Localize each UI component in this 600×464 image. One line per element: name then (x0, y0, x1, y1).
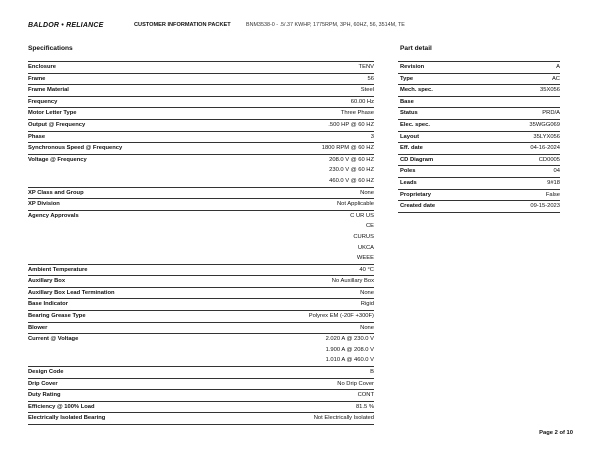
spec-label: Frame (28, 73, 232, 85)
page-header (28, 19, 588, 31)
spec-value: No Auxillary Box (232, 276, 374, 288)
spec-row (28, 253, 374, 264)
spec-label (28, 355, 232, 366)
spec-value: CURUS (353, 233, 374, 240)
spec-row (28, 367, 374, 379)
spec-row (28, 165, 374, 176)
part-row (398, 62, 560, 74)
part-label: Created date (398, 201, 487, 213)
part-row (398, 143, 560, 155)
spec-label (28, 253, 232, 264)
part-row (398, 96, 560, 108)
part-value (487, 96, 560, 108)
part-detail-title: Part detail (400, 45, 432, 52)
spec-label: XP Class and Group (28, 187, 232, 199)
spec-value: .500 HP @ 60 HZ (232, 119, 374, 131)
spec-value: 81.5 % (232, 401, 374, 413)
spec-value: Not Applicable (232, 199, 374, 211)
spec-row (28, 322, 374, 334)
spec-label: Output @ Frequency (28, 119, 232, 131)
spec-value: Steel (232, 85, 374, 97)
spec-row (28, 264, 374, 276)
spec-value: 460.0 V @ 60 HZ (329, 177, 374, 184)
spec-row (28, 73, 374, 85)
spec-row (28, 401, 374, 413)
specifications-title: Specifications (28, 45, 73, 52)
spec-value: 208.0 V @ 60 HZ (232, 154, 374, 165)
spec-label: Synchronous Speed @ Frequency (28, 143, 232, 155)
spec-row (28, 287, 374, 299)
part-label: Base (398, 96, 487, 108)
part-label: Eff. date (398, 143, 487, 155)
spec-value: TENV (232, 62, 374, 74)
spec-value: 60.00 Hz (232, 96, 374, 108)
spec-label: Motor Letter Type (28, 108, 232, 120)
spec-value: 1.900 A @ 208.0 V (325, 346, 374, 353)
spec-label (28, 165, 232, 176)
part-row (398, 177, 560, 189)
spec-row (28, 199, 374, 211)
spec-label: Drip Cover (28, 378, 232, 390)
spec-row (28, 355, 374, 366)
spec-row (28, 85, 374, 97)
part-value: PRD/A (487, 108, 560, 120)
spec-value: None (232, 287, 374, 299)
brand-logo: BALDOR • RELIANCE (28, 21, 104, 29)
spec-row (28, 311, 374, 323)
spec-value: No Drip Cover (232, 378, 374, 390)
part-value: 04-16-2024 (487, 143, 560, 155)
part-label: Layout (398, 131, 487, 143)
spec-row (28, 413, 374, 425)
spec-row (28, 221, 374, 232)
part-row (398, 166, 560, 178)
spec-label: Frame Material (28, 85, 232, 97)
part-value: 9#18 (487, 177, 560, 189)
part-label: Leads (398, 177, 487, 189)
part-row (398, 154, 560, 166)
spec-value: Three Phase (232, 108, 374, 120)
spec-label (28, 221, 232, 232)
spec-value: UKCA (357, 244, 374, 251)
part-value: 35WGG069 (487, 119, 560, 131)
spec-value: Not Electrically Isolated (232, 413, 374, 425)
spec-row (28, 176, 374, 187)
spec-label (28, 345, 232, 356)
part-value: 35X056 (487, 85, 560, 97)
part-label: Elec. spec. (398, 119, 487, 131)
spec-row (28, 210, 374, 221)
part-value: CD0005 (487, 154, 560, 166)
spec-label (28, 176, 232, 187)
part-label: Mech. spec. (398, 85, 487, 97)
spec-label (28, 232, 232, 243)
part-label: Proprietary (398, 189, 487, 201)
part-row (398, 131, 560, 143)
spec-value: 1800 RPM @ 60 HZ (232, 143, 374, 155)
part-row (398, 119, 560, 131)
part-label: Status (398, 108, 487, 120)
spec-label: Duty Rating (28, 390, 232, 402)
spec-label: Voltage @ Frequency (28, 154, 232, 165)
spec-value: 56 (232, 73, 374, 85)
part-label: Revision (398, 62, 487, 74)
part-label: Type (398, 73, 487, 85)
spec-row (28, 119, 374, 131)
product-description: BNM3538-0 - .5/.37 KWHP, 1775RPM, 3PH, 60HZ, 56, 3514M, TE (246, 22, 405, 28)
spec-row (28, 243, 374, 254)
spec-row (28, 143, 374, 155)
spec-value: B (232, 367, 374, 379)
part-detail-table (398, 61, 560, 213)
part-value: 35LYX056 (487, 131, 560, 143)
part-row (398, 85, 560, 97)
spec-row (28, 378, 374, 390)
part-value: 09-15-2023 (487, 201, 560, 213)
spec-value: CE (365, 223, 374, 230)
spec-row (28, 334, 374, 345)
spec-row (28, 232, 374, 243)
part-value: AC (487, 73, 560, 85)
spec-row (28, 96, 374, 108)
spec-row (28, 62, 374, 74)
spec-label: Base Indicator (28, 299, 232, 311)
spec-row (28, 187, 374, 199)
spec-label: Ambient Temperature (28, 264, 232, 276)
part-value: A (487, 62, 560, 74)
spec-row (28, 154, 374, 165)
spec-label: XP Division (28, 199, 232, 211)
spec-row (28, 131, 374, 143)
spec-label: Design Code (28, 367, 232, 379)
spec-label: Phase (28, 131, 232, 143)
spec-label: Auxillary Box (28, 276, 232, 288)
spec-value: 3 (232, 131, 374, 143)
spec-value: 40 °C (232, 264, 374, 276)
document-title: CUSTOMER INFORMATION PACKET (134, 22, 231, 28)
spec-row (28, 276, 374, 288)
part-row (398, 108, 560, 120)
spec-row (28, 299, 374, 311)
spec-value: 230.0 V @ 60 HZ (329, 167, 374, 174)
spec-label: Agency Approvals (28, 210, 232, 221)
spec-value: C UR US (232, 210, 374, 221)
spec-label (28, 243, 232, 254)
spec-value: CONT (232, 390, 374, 402)
part-row (398, 189, 560, 201)
spec-value: 1.010 A @ 460.0 V (325, 357, 374, 364)
spec-value: Rigid (232, 299, 374, 311)
spec-label: Current @ Voltage (28, 334, 232, 345)
spec-value: WEEE (356, 255, 374, 262)
spec-label: Electrically Isolated Bearing (28, 413, 232, 425)
spec-row (28, 390, 374, 402)
page-number: Page 2 of 10 (539, 430, 573, 436)
spec-row (28, 345, 374, 356)
spec-label: Efficiency @ 100% Load (28, 401, 232, 413)
part-value: False (487, 189, 560, 201)
spec-value: None (232, 187, 374, 199)
spec-label: Enclosure (28, 62, 232, 74)
spec-row (28, 108, 374, 120)
spec-label: Bearing Grease Type (28, 311, 232, 323)
spec-label: Auxillary Box Lead Termination (28, 287, 232, 299)
spec-value: 2.020 A @ 230.0 V (232, 334, 374, 345)
part-label: CD Diagram (398, 154, 487, 166)
part-row (398, 73, 560, 85)
part-label: Poles (398, 166, 487, 178)
spec-value: None (232, 322, 374, 334)
part-value: 04 (487, 166, 560, 178)
spec-label: Frequency (28, 96, 232, 108)
part-row (398, 201, 560, 213)
spec-label: Blower (28, 322, 232, 334)
spec-value: Polyrex EM (-20F +300F) (232, 311, 374, 323)
specifications-table (28, 61, 374, 425)
